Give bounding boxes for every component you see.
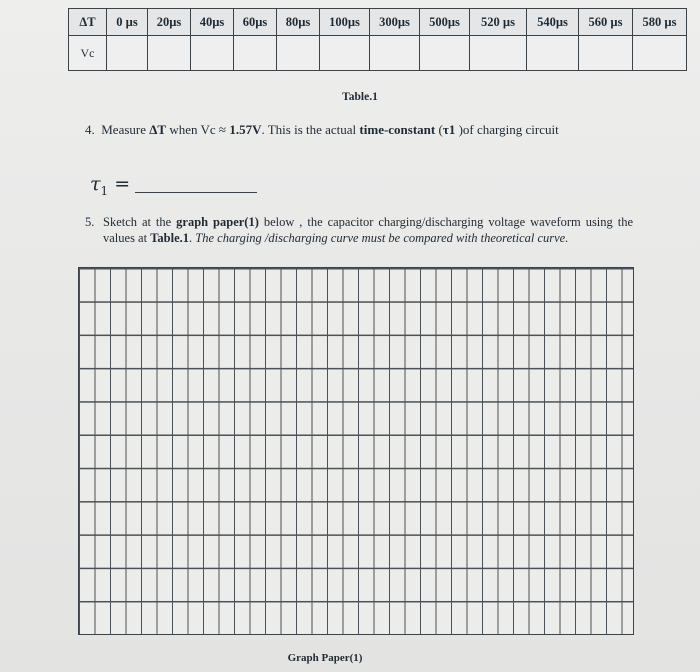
table-header-row [69,9,687,36]
time-cell: 0 µs [107,9,148,36]
vc-value-cell[interactable] [633,36,687,71]
q5-italic-note: The charging /discharging curve must be compared with theoretical curve. [195,231,569,245]
voltage-value: 1.57V [229,122,262,137]
vc-row [69,36,687,71]
vc-value-cell[interactable] [277,36,320,71]
delta-t-label: ΔT [69,9,107,36]
vc-value-cell[interactable] [148,36,191,71]
time-cell: 520 µs [470,9,527,36]
q5-text: . [189,231,196,245]
vc-value-cell[interactable] [107,36,148,71]
tau-symbol: τ [90,173,101,195]
q5-text: below , the capacitor charging/discharging voltage waveform using the values at [103,215,633,245]
time-cell: 500µs [420,9,470,36]
vc-value-cell[interactable] [320,36,370,71]
time-cell: 60µs [234,9,277,36]
time-cell: 20µs [148,9,191,36]
time-cell: 580 µs [633,9,687,36]
tau-answer-label [90,173,130,198]
question-number: 4. [85,122,95,137]
time-cell: 300µs [370,9,420,36]
graph-paper-grid[interactable] [78,267,634,635]
time-cell: 100µs [320,9,370,36]
answer-blank-line[interactable] [135,192,257,193]
q4-text: ( [435,122,443,137]
graph-caption: Graph Paper(1) [287,652,363,664]
time-cell: 540µs [527,9,579,36]
vc-label: Vc [69,36,107,71]
vc-value-cell[interactable] [234,36,277,71]
vc-value-cell[interactable] [579,36,633,71]
vc-value-cell[interactable] [370,36,420,71]
graph-paper-reference: graph paper(1) [176,215,259,229]
tau-subscript: 1 [100,183,109,198]
q4-text: when Vc ≈ [166,122,230,137]
time-constant-term: time-constant [359,122,436,137]
equals-sign: = [108,173,131,195]
question-4 [85,122,685,138]
delta-t-term: ΔT [149,122,167,137]
q4-text: . This is the actual [261,122,360,137]
measurement-table [68,8,687,71]
q5-text: Sketch at the [103,215,177,229]
q4-text: Measure [101,122,150,137]
vc-value-cell[interactable] [420,36,470,71]
vc-value-cell[interactable] [191,36,234,71]
table-reference: Table.1 [150,231,190,245]
question-number: 5. [85,215,95,229]
time-cell: 80µs [277,9,320,36]
question-5 [85,214,633,246]
table-caption: Table.1 [342,91,378,103]
time-cell: 560 µs [579,9,633,36]
time-cell: 40µs [191,9,234,36]
tau-symbol: τ1 [442,122,456,137]
q4-text: )of charging circuit [455,122,559,137]
vc-value-cell[interactable] [470,36,527,71]
vc-value-cell[interactable] [527,36,579,71]
